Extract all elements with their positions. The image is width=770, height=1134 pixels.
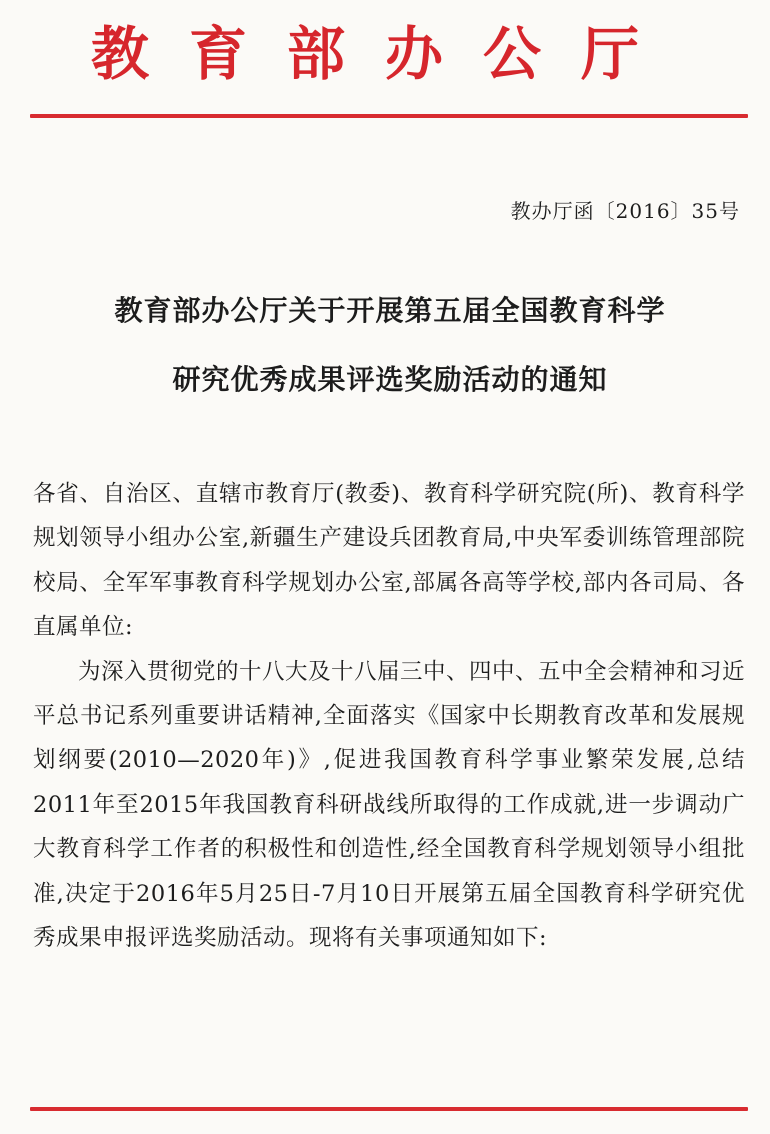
- recipients-paragraph: 各省、自治区、直辖市教育厅(教委)、教育科学研究院(所)、教育科学规划领导小组办公室,新疆生产建设兵团教育局,中央军委训练管理部院校局、全军军事教育科学规划办公室,部属各高等学校,部内各司局、各直属单位:: [33, 481, 745, 641]
- document-number: 教办厅函〔2016〕35号: [510, 199, 740, 223]
- document-title-line-2: 研究优秀成果评选奖励活动的通知: [172, 363, 608, 396]
- document-title-line-1: 教育部办公厅关于开展第五届全国教育科学: [114, 294, 666, 327]
- document-body: [33, 472, 745, 960]
- footer-red-rule: [30, 1107, 748, 1111]
- letterhead-red-rule: [30, 114, 748, 118]
- org-letterhead: 教育部办公厅: [90, 20, 679, 88]
- body-paragraph-1: 为深入贯彻党的十八大及十八届三中、四中、五中全会精神和习近平总书记系列重要讲话精神,全面落实《国家中长期教育改革和发展规划纲要(2010—2020年)》,促进我国教育科学事业繁荣发展,总结2011年至2015年我国教育科研战线所取得的工作成就,进一步调动广大教育科学工作者的积极性和创造性,经全国教育科学规划领导小组批准,决定于2016年5月25日-7月10日开展第五届全国教育科学研究优秀成果申报评选奖励活动。现将有关事项通知如下:: [33, 658, 746, 952]
